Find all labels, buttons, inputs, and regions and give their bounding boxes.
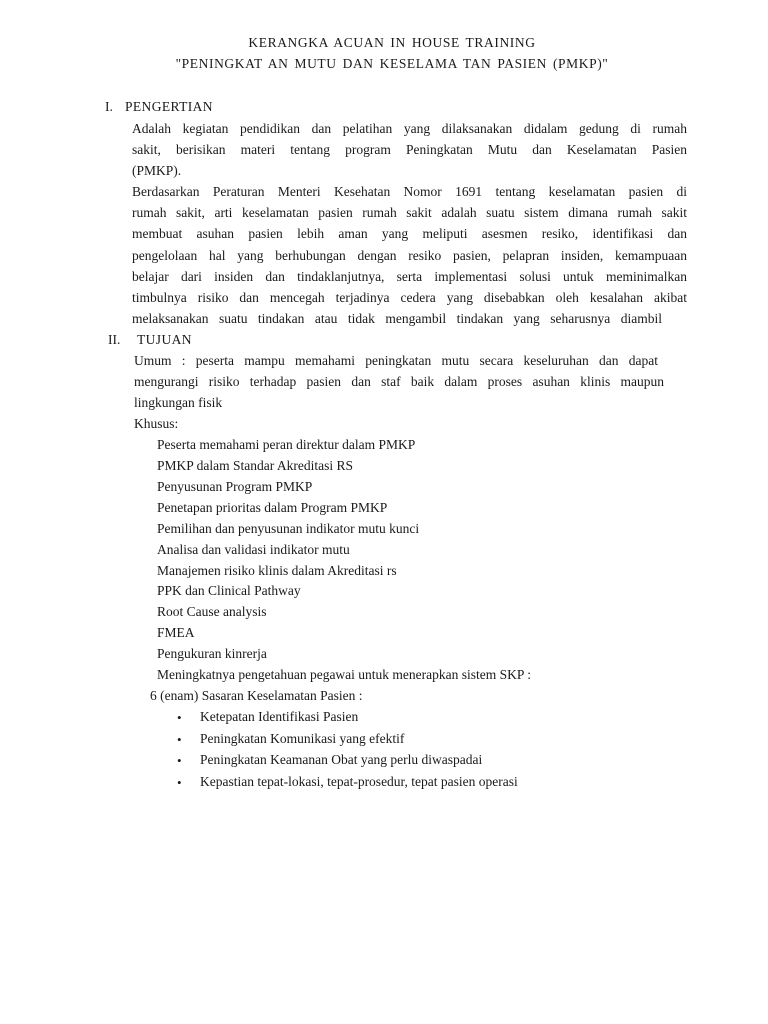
- document-title-line1: KERANGKA ACUAN IN HOUSE TRAINING: [248, 35, 536, 50]
- khusus-item: Peserta memahami peran direktur dalam PMKP: [157, 437, 416, 452]
- section1-para1-line: (PMKP).: [132, 163, 182, 178]
- section1-para2-line: Berdasarkan Peraturan Menteri Kesehatan Nomor 1691 tentang keselamatan pasien di: [132, 184, 687, 199]
- bullet-icon: •: [177, 732, 182, 747]
- bullet-icon: •: [177, 775, 182, 790]
- section1-number: I.: [105, 99, 113, 114]
- document-title-line2: "PENINGKAT AN MUTU DAN KESELAMA TAN PASIEN (PMKP)": [175, 56, 609, 71]
- khusus-item: Root Cause analysis: [157, 604, 267, 619]
- khusus-item: Pengukuran kinrerja: [157, 646, 267, 661]
- khusus-item: Penetapan prioritas dalam Program PMKP: [157, 500, 388, 515]
- section1-para1-line: Adalah kegiatan pendidikan dan pelatihan yang dilaksanakan didalam gedung di rumah: [132, 121, 687, 136]
- section2-umum-line: mengurangi risiko terhadap pasien dan staf baik dalam proses asuhan klinis maupun: [134, 374, 664, 389]
- sasaran-item: Peningkatan Keamanan Obat yang perlu diwaspadai: [200, 752, 483, 767]
- section1-para1-line: sakit, berisikan materi tentang program Peningkatan Mutu dan Keselamatan Pasien: [132, 142, 687, 157]
- section1-para2-line: belajar dari insiden dan tindaklanjutnya, serta implementasi solusi untuk meminimalkan: [132, 269, 687, 284]
- sasaran-item: Peningkatan Komunikasi yang efektif: [200, 731, 405, 746]
- khusus-label: Khusus:: [134, 416, 179, 431]
- section1-para2-line: pengelolaan hal yang berhubungan dengan resiko pasien, pelapran insiden, kemampuaan: [132, 248, 687, 263]
- sasaran-item: Kepastian tepat-lokasi, tepat-prosedur, tepat pasien operasi: [200, 774, 518, 789]
- bullet-icon: •: [177, 710, 182, 725]
- sasaran-item: Ketepatan Identifikasi Pasien: [200, 709, 359, 724]
- section1-para2-line: melaksanakan suatu tindakan atau tidak mengambil tindakan yang seharusnya diambil: [132, 311, 662, 326]
- section2-umum-line: Umum : peserta mampu memahami peningkatan mutu secara keseluruhan dan dapat: [134, 353, 658, 368]
- khusus-item: PPK dan Clinical Pathway: [157, 583, 301, 598]
- khusus-item: Pemilihan dan penyusunan indikator mutu kunci: [157, 521, 420, 536]
- khusus-item: Penyusunan Program PMKP: [157, 479, 313, 494]
- section1-para2-line: timbulnya risiko dan mencegah terjadinya cedera yang disebabkan oleh kesalahan akibat: [132, 290, 687, 305]
- khusus-item: FMEA: [157, 625, 195, 640]
- section2-heading: TUJUAN: [137, 332, 192, 347]
- khusus-item: Meningkatnya pengetahuan pegawai untuk menerapkan sistem SKP :: [157, 667, 532, 682]
- section1-para2-line: rumah sakit, arti keselamatan pasien rumah sakit adalah suatu sistem dimana rumah sakit: [132, 205, 687, 220]
- khusus-item: PMKP dalam Standar Akreditasi RS: [157, 458, 353, 473]
- section1-para2-line: membuat asuhan pasien lebih aman yang meliputi asesmen resiko, identifikasi dan: [132, 226, 687, 241]
- section2-umum-line: lingkungan fisik: [134, 395, 223, 410]
- khusus-item: Analisa dan validasi indikator mutu: [157, 542, 350, 557]
- section1-heading: PENGERTIAN: [125, 99, 213, 114]
- bullet-icon: •: [177, 753, 182, 768]
- khusus-item: Manajemen risiko klinis dalam Akreditasi rs: [157, 563, 397, 578]
- sasaran-label: 6 (enam) Sasaran Keselamatan Pasien :: [150, 688, 363, 703]
- section2-number: II.: [108, 332, 121, 347]
